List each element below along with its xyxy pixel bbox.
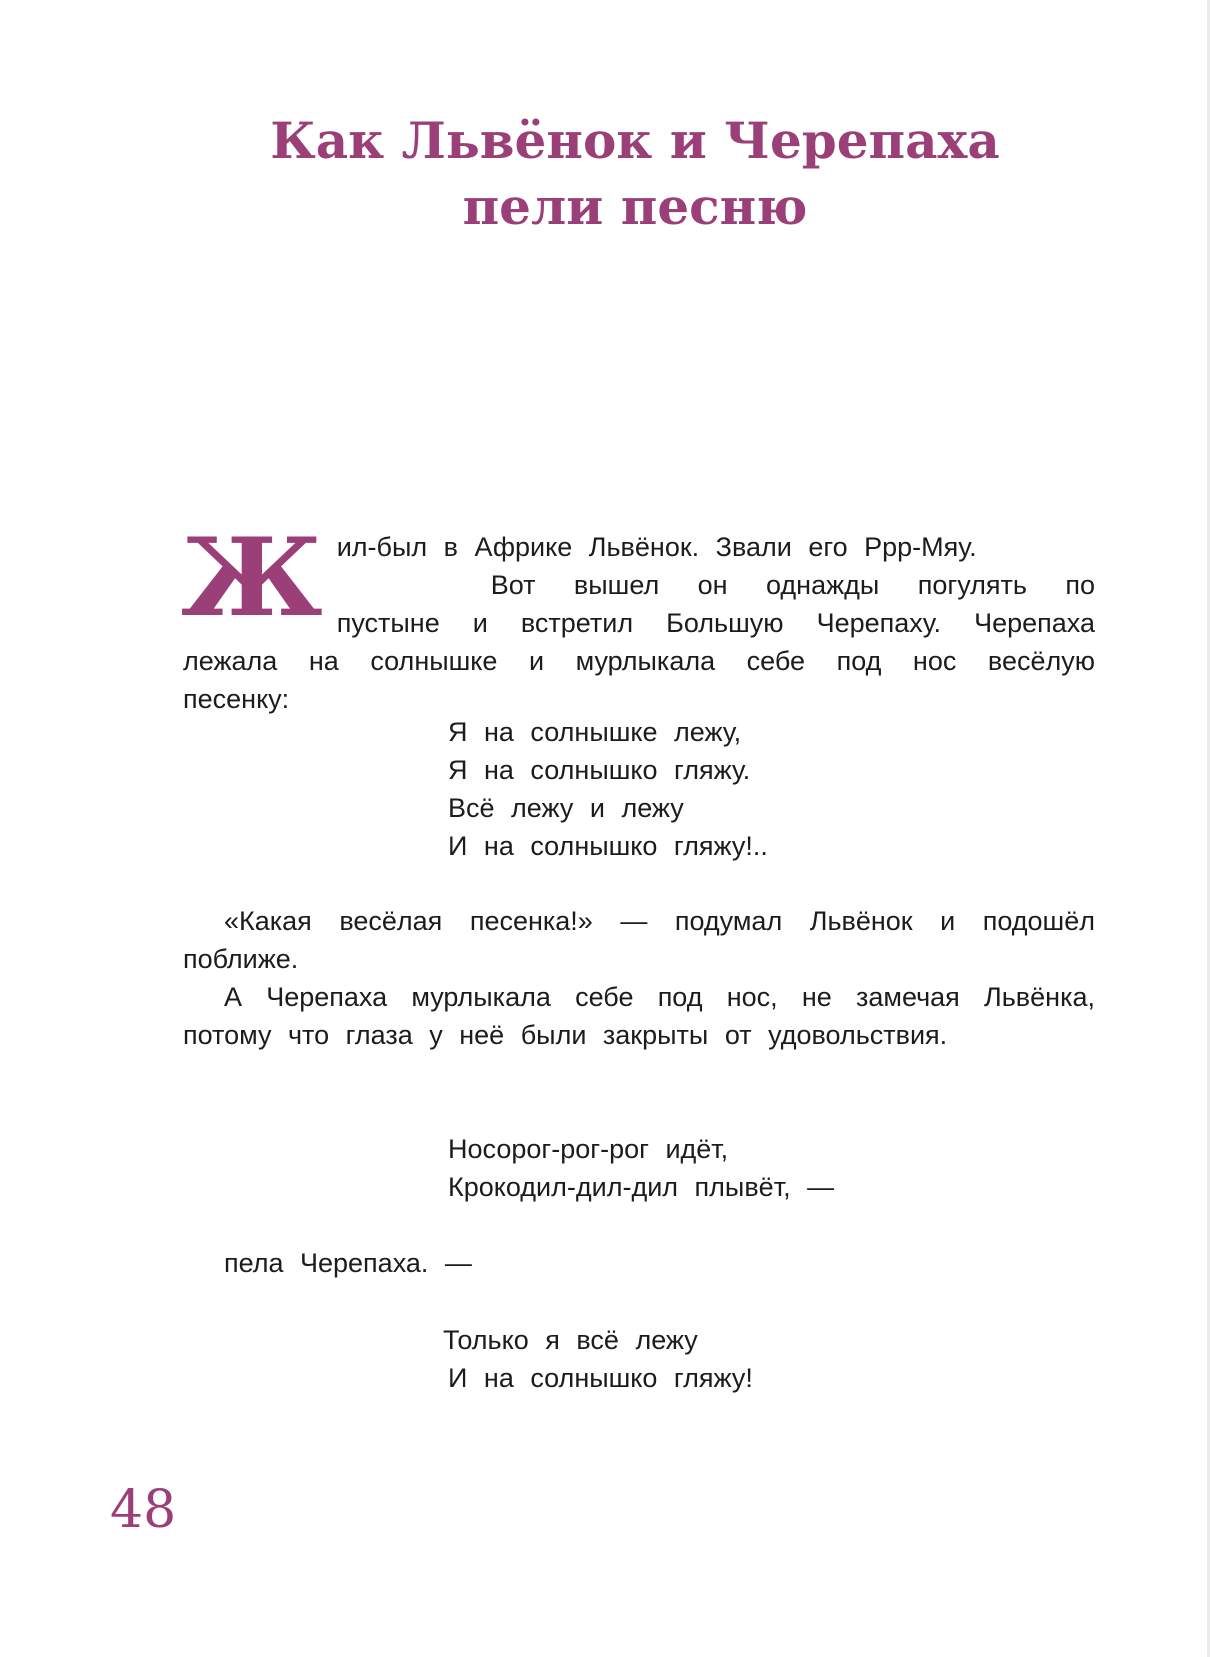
paragraph-5: пела Черепаха. — [224, 1248, 472, 1278]
verse-line: Я на солнышке лежу, [448, 717, 742, 747]
verse-line: Всё лежу и лежу [448, 793, 684, 823]
paragraph-2-text: Вот вышел он однажды погулять по пустыне и встретил Большую Черепаху. Черепаха лежала на солнышке и мурлыкала себе под нос весёлую песенку: [183, 570, 1095, 714]
page-number: 48 [110, 1480, 177, 1540]
verse-sun-song [448, 713, 768, 865]
verse-line: Я на солнышко гляжу. [448, 755, 751, 785]
title-line-1: Как Львёнок и Черепаха [270, 111, 1000, 170]
paragraph-1-text: ил-был в Африке Львёнок. Звали его Ррр-Мяу. [336, 532, 977, 562]
story-opening [181, 515, 1095, 718]
verse-final [443, 1321, 753, 1397]
paragraph-opening [181, 515, 1095, 718]
verse-line: Носорог-рог-рог идёт, [448, 1134, 729, 1164]
paragraph-3: «Какая весёлая песенка!» — подумал Львёнок и подошёл поближе. [183, 906, 1095, 974]
story-middle [183, 902, 1095, 1054]
verse-line: И на солнышко гляжу! [448, 1363, 753, 1393]
verse-line: Крокодил-дил-дил плывёт, — [448, 1172, 835, 1202]
verse-line: Только я всё лежу [443, 1325, 698, 1355]
paragraph-4: А Черепаха мурлыкала себе под нос, не замечая Львёнка, потому что глаза у неё были закрыты от удовольствия. [183, 982, 1095, 1050]
story-title [0, 108, 1210, 240]
verse-rhino-crocodile [448, 1130, 834, 1206]
verse-line: И на солнышко гляжу!.. [448, 831, 768, 861]
drop-cap-letter: Ж [181, 515, 323, 641]
title-line-2: пели песню [462, 177, 808, 236]
